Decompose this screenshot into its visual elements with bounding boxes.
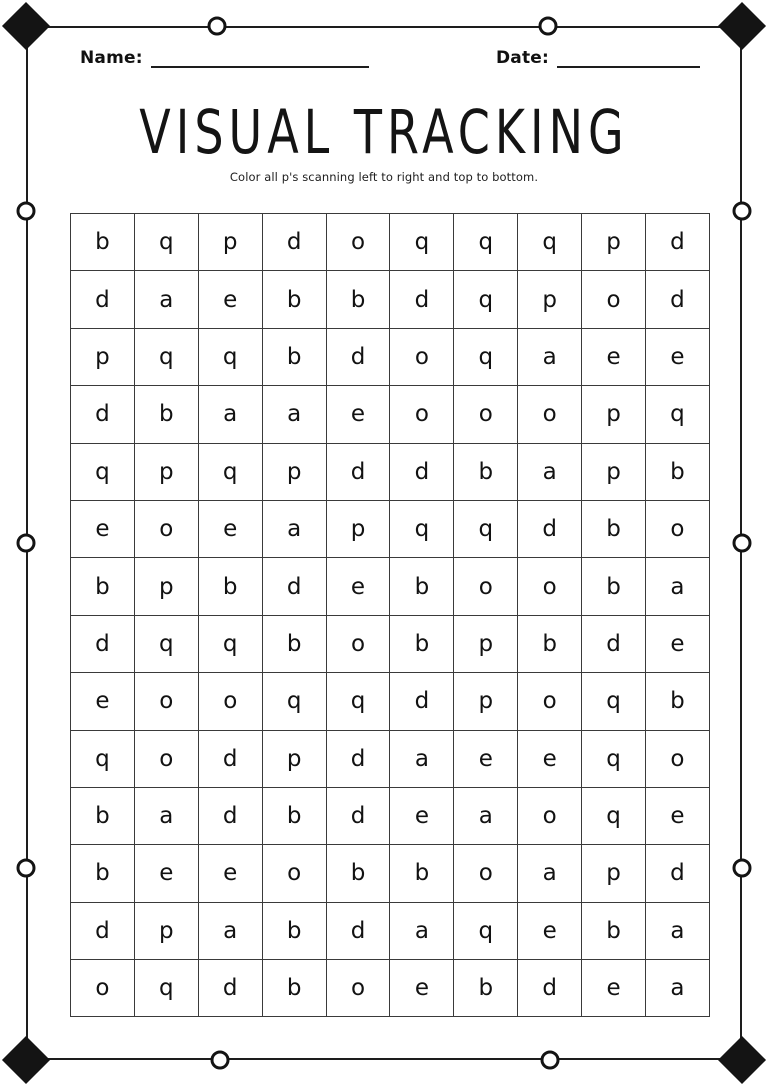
letter-cell[interactable]: p xyxy=(326,500,390,557)
letter-cell[interactable]: b xyxy=(262,787,326,844)
letter-cell[interactable]: e xyxy=(454,730,518,787)
letter-cell[interactable]: d xyxy=(326,730,390,787)
letter-cell[interactable]: b xyxy=(262,271,326,328)
letter-cell[interactable]: b xyxy=(518,615,582,672)
letter-cell[interactable]: q xyxy=(582,730,646,787)
letter-grid-body xyxy=(71,214,710,1017)
letter-cell[interactable]: a xyxy=(390,730,454,787)
letter-cell[interactable]: o xyxy=(262,845,326,902)
letter-grid-row xyxy=(71,271,710,328)
letter-grid-row xyxy=(71,902,710,959)
letter-cell[interactable]: o xyxy=(518,673,582,730)
letter-cell[interactable]: b xyxy=(582,500,646,557)
letter-cell[interactable]: o xyxy=(646,500,710,557)
letter-cell[interactable]: o xyxy=(134,673,198,730)
letter-cell[interactable]: d xyxy=(71,902,135,959)
letter-cell[interactable]: o xyxy=(326,615,390,672)
letter-cell[interactable]: d xyxy=(198,787,262,844)
letter-grid-row xyxy=(71,386,710,443)
letter-cell[interactable]: d xyxy=(390,271,454,328)
letter-cell[interactable]: a xyxy=(198,386,262,443)
letter-cell[interactable]: a xyxy=(134,271,198,328)
letter-cell[interactable]: d xyxy=(646,271,710,328)
letter-grid-row xyxy=(71,443,710,500)
letter-cell[interactable]: d xyxy=(262,214,326,271)
letter-cell[interactable]: d xyxy=(71,386,135,443)
letter-cell[interactable]: b xyxy=(454,960,518,1017)
corner-diamond-top-left xyxy=(2,2,50,50)
letter-cell[interactable]: b xyxy=(262,328,326,385)
name-input-line[interactable] xyxy=(151,49,369,68)
letter-cell[interactable]: a xyxy=(454,787,518,844)
letter-cell[interactable]: p xyxy=(262,730,326,787)
edge-circle-right-upper xyxy=(733,202,752,221)
letter-cell[interactable]: b xyxy=(134,386,198,443)
date-input-line[interactable] xyxy=(557,49,700,68)
letter-cell[interactable]: o xyxy=(134,730,198,787)
letter-cell[interactable]: a xyxy=(518,845,582,902)
letter-cell[interactable]: p xyxy=(134,558,198,615)
corner-diamond-bottom-left xyxy=(2,1036,50,1084)
letter-cell[interactable]: p xyxy=(71,328,135,385)
letter-cell[interactable]: p xyxy=(582,214,646,271)
letter-cell[interactable]: q xyxy=(454,328,518,385)
name-label: Name: xyxy=(80,48,143,68)
letter-cell[interactable]: a xyxy=(646,558,710,615)
letter-cell[interactable]: q xyxy=(518,214,582,271)
letter-cell[interactable]: e xyxy=(582,960,646,1017)
letter-cell[interactable]: q xyxy=(390,500,454,557)
letter-cell[interactable]: o xyxy=(390,328,454,385)
letter-cell[interactable]: q xyxy=(582,673,646,730)
letter-cell[interactable]: b xyxy=(390,558,454,615)
header-fields xyxy=(80,48,690,78)
letter-cell[interactable]: q xyxy=(454,214,518,271)
letter-cell[interactable]: d xyxy=(326,328,390,385)
date-field[interactable] xyxy=(496,48,700,68)
letter-cell[interactable]: q xyxy=(134,214,198,271)
letter-cell[interactable]: a xyxy=(518,443,582,500)
letter-cell[interactable]: p xyxy=(134,443,198,500)
letter-cell[interactable]: e xyxy=(390,787,454,844)
letter-grid-row xyxy=(71,960,710,1017)
letter-cell[interactable]: o xyxy=(326,960,390,1017)
letter-cell[interactable]: d xyxy=(390,443,454,500)
edge-circle-left-upper xyxy=(17,202,36,221)
letter-cell[interactable]: d xyxy=(198,960,262,1017)
letter-cell[interactable]: b xyxy=(646,673,710,730)
letter-cell[interactable]: o xyxy=(518,787,582,844)
letter-cell[interactable]: a xyxy=(518,328,582,385)
letter-cell[interactable]: a xyxy=(390,902,454,959)
letter-cell[interactable]: d xyxy=(390,673,454,730)
letter-cell[interactable]: e xyxy=(390,960,454,1017)
edge-circle-top-right xyxy=(539,17,558,36)
edge-circle-bottom-right xyxy=(541,1051,560,1070)
letter-cell[interactable]: p xyxy=(134,902,198,959)
name-field[interactable] xyxy=(80,48,369,68)
letter-cell[interactable]: a xyxy=(262,500,326,557)
letter-cell[interactable]: p xyxy=(454,615,518,672)
letter-cell[interactable]: d xyxy=(646,845,710,902)
letter-cell[interactable]: d xyxy=(518,500,582,557)
letter-cell[interactable]: o xyxy=(582,271,646,328)
letter-cell[interactable]: q xyxy=(198,443,262,500)
letter-cell[interactable]: d xyxy=(646,214,710,271)
letter-cell[interactable]: b xyxy=(326,271,390,328)
letter-cell[interactable]: a xyxy=(198,902,262,959)
letter-cell[interactable]: o xyxy=(518,386,582,443)
letter-grid-row xyxy=(71,214,710,271)
letter-cell[interactable]: q xyxy=(454,271,518,328)
letter-cell[interactable]: a xyxy=(646,902,710,959)
letter-cell[interactable]: e xyxy=(646,328,710,385)
letter-cell[interactable]: q xyxy=(646,386,710,443)
letter-cell[interactable]: o xyxy=(326,214,390,271)
letter-cell[interactable]: p xyxy=(262,443,326,500)
letter-grid-row xyxy=(71,615,710,672)
letter-cell[interactable]: b xyxy=(71,845,135,902)
letter-grid-row xyxy=(71,673,710,730)
letter-cell[interactable]: e xyxy=(518,730,582,787)
letter-cell[interactable]: a xyxy=(134,787,198,844)
letter-cell[interactable]: o xyxy=(518,558,582,615)
letter-cell[interactable]: b xyxy=(390,615,454,672)
letter-cell[interactable]: q xyxy=(262,673,326,730)
letter-cell[interactable]: e xyxy=(326,558,390,615)
edge-circle-right-middle xyxy=(733,534,752,553)
letter-cell[interactable]: e xyxy=(646,787,710,844)
letter-cell[interactable]: e xyxy=(71,500,135,557)
letter-cell[interactable]: o xyxy=(454,845,518,902)
letter-cell[interactable]: q xyxy=(134,328,198,385)
page-title: VISUAL TRACKING xyxy=(139,96,629,168)
letter-cell[interactable]: o xyxy=(198,673,262,730)
letter-cell[interactable]: o xyxy=(71,960,135,1017)
letter-cell[interactable]: p xyxy=(582,845,646,902)
letter-cell[interactable]: e xyxy=(326,386,390,443)
letter-cell[interactable]: q xyxy=(71,443,135,500)
letter-cell[interactable]: a xyxy=(646,960,710,1017)
letter-cell[interactable]: d xyxy=(582,615,646,672)
letter-cell[interactable]: b xyxy=(71,787,135,844)
letter-cell[interactable]: b xyxy=(71,558,135,615)
letter-cell[interactable]: b xyxy=(262,902,326,959)
edge-circle-left-middle xyxy=(17,534,36,553)
letter-cell[interactable]: e xyxy=(198,271,262,328)
letter-grid xyxy=(70,213,710,1017)
letter-cell[interactable]: e xyxy=(198,500,262,557)
letter-cell[interactable]: d xyxy=(326,787,390,844)
letter-cell[interactable]: p xyxy=(582,443,646,500)
letter-grid-row xyxy=(71,730,710,787)
letter-cell[interactable]: q xyxy=(326,673,390,730)
letter-cell[interactable]: e xyxy=(134,845,198,902)
letter-cell[interactable]: d xyxy=(71,615,135,672)
letter-cell[interactable]: b xyxy=(454,443,518,500)
letter-cell[interactable]: q xyxy=(582,787,646,844)
corner-diamond-bottom-right xyxy=(718,1036,766,1084)
letter-cell[interactable]: b xyxy=(646,443,710,500)
letter-cell[interactable]: e xyxy=(518,902,582,959)
letter-cell[interactable]: p xyxy=(582,386,646,443)
letter-grid-row xyxy=(71,500,710,557)
letter-cell[interactable]: o xyxy=(454,386,518,443)
letter-cell[interactable]: p xyxy=(198,214,262,271)
instruction-text: Color all p's scanning left to right and top to bottom. xyxy=(229,170,539,184)
letter-cell[interactable]: o xyxy=(390,386,454,443)
letter-cell[interactable]: d xyxy=(518,960,582,1017)
letter-cell[interactable]: e xyxy=(646,615,710,672)
letter-cell[interactable]: o xyxy=(646,730,710,787)
letter-cell[interactable]: e xyxy=(582,328,646,385)
letter-cell[interactable]: q xyxy=(454,500,518,557)
letter-cell[interactable]: q xyxy=(390,214,454,271)
letter-cell[interactable]: q xyxy=(198,328,262,385)
letter-cell[interactable]: q xyxy=(134,615,198,672)
letter-cell[interactable]: q xyxy=(198,615,262,672)
date-label: Date: xyxy=(496,48,550,68)
letter-cell[interactable]: p xyxy=(454,673,518,730)
letter-cell[interactable]: d xyxy=(262,558,326,615)
edge-circle-top-left xyxy=(208,17,227,36)
letter-cell[interactable]: o xyxy=(134,500,198,557)
letter-cell[interactable]: e xyxy=(71,673,135,730)
corner-diamond-top-right xyxy=(718,2,766,50)
letter-grid-row xyxy=(71,328,710,385)
letter-cell[interactable]: b xyxy=(71,214,135,271)
edge-circle-left-lower xyxy=(17,859,36,878)
letter-grid-row xyxy=(71,558,710,615)
letter-cell[interactable]: b xyxy=(262,960,326,1017)
letter-cell[interactable]: q xyxy=(71,730,135,787)
letter-cell[interactable]: p xyxy=(518,271,582,328)
letter-cell[interactable]: a xyxy=(262,386,326,443)
letter-cell[interactable]: b xyxy=(582,558,646,615)
letter-cell[interactable]: d xyxy=(71,271,135,328)
letter-cell[interactable]: e xyxy=(198,845,262,902)
letter-cell[interactable]: b xyxy=(198,558,262,615)
letter-cell[interactable]: d xyxy=(198,730,262,787)
letter-cell[interactable]: b xyxy=(326,845,390,902)
letter-cell[interactable]: b xyxy=(262,615,326,672)
letter-cell[interactable]: d xyxy=(326,443,390,500)
letter-cell[interactable]: o xyxy=(454,558,518,615)
letter-cell[interactable]: b xyxy=(582,902,646,959)
letter-grid-row xyxy=(71,787,710,844)
letter-cell[interactable]: q xyxy=(134,960,198,1017)
letter-cell[interactable]: d xyxy=(326,902,390,959)
edge-circle-right-lower xyxy=(733,859,752,878)
letter-grid-row xyxy=(71,845,710,902)
letter-cell[interactable]: q xyxy=(454,902,518,959)
edge-circle-bottom-left xyxy=(211,1051,230,1070)
letter-cell[interactable]: b xyxy=(390,845,454,902)
